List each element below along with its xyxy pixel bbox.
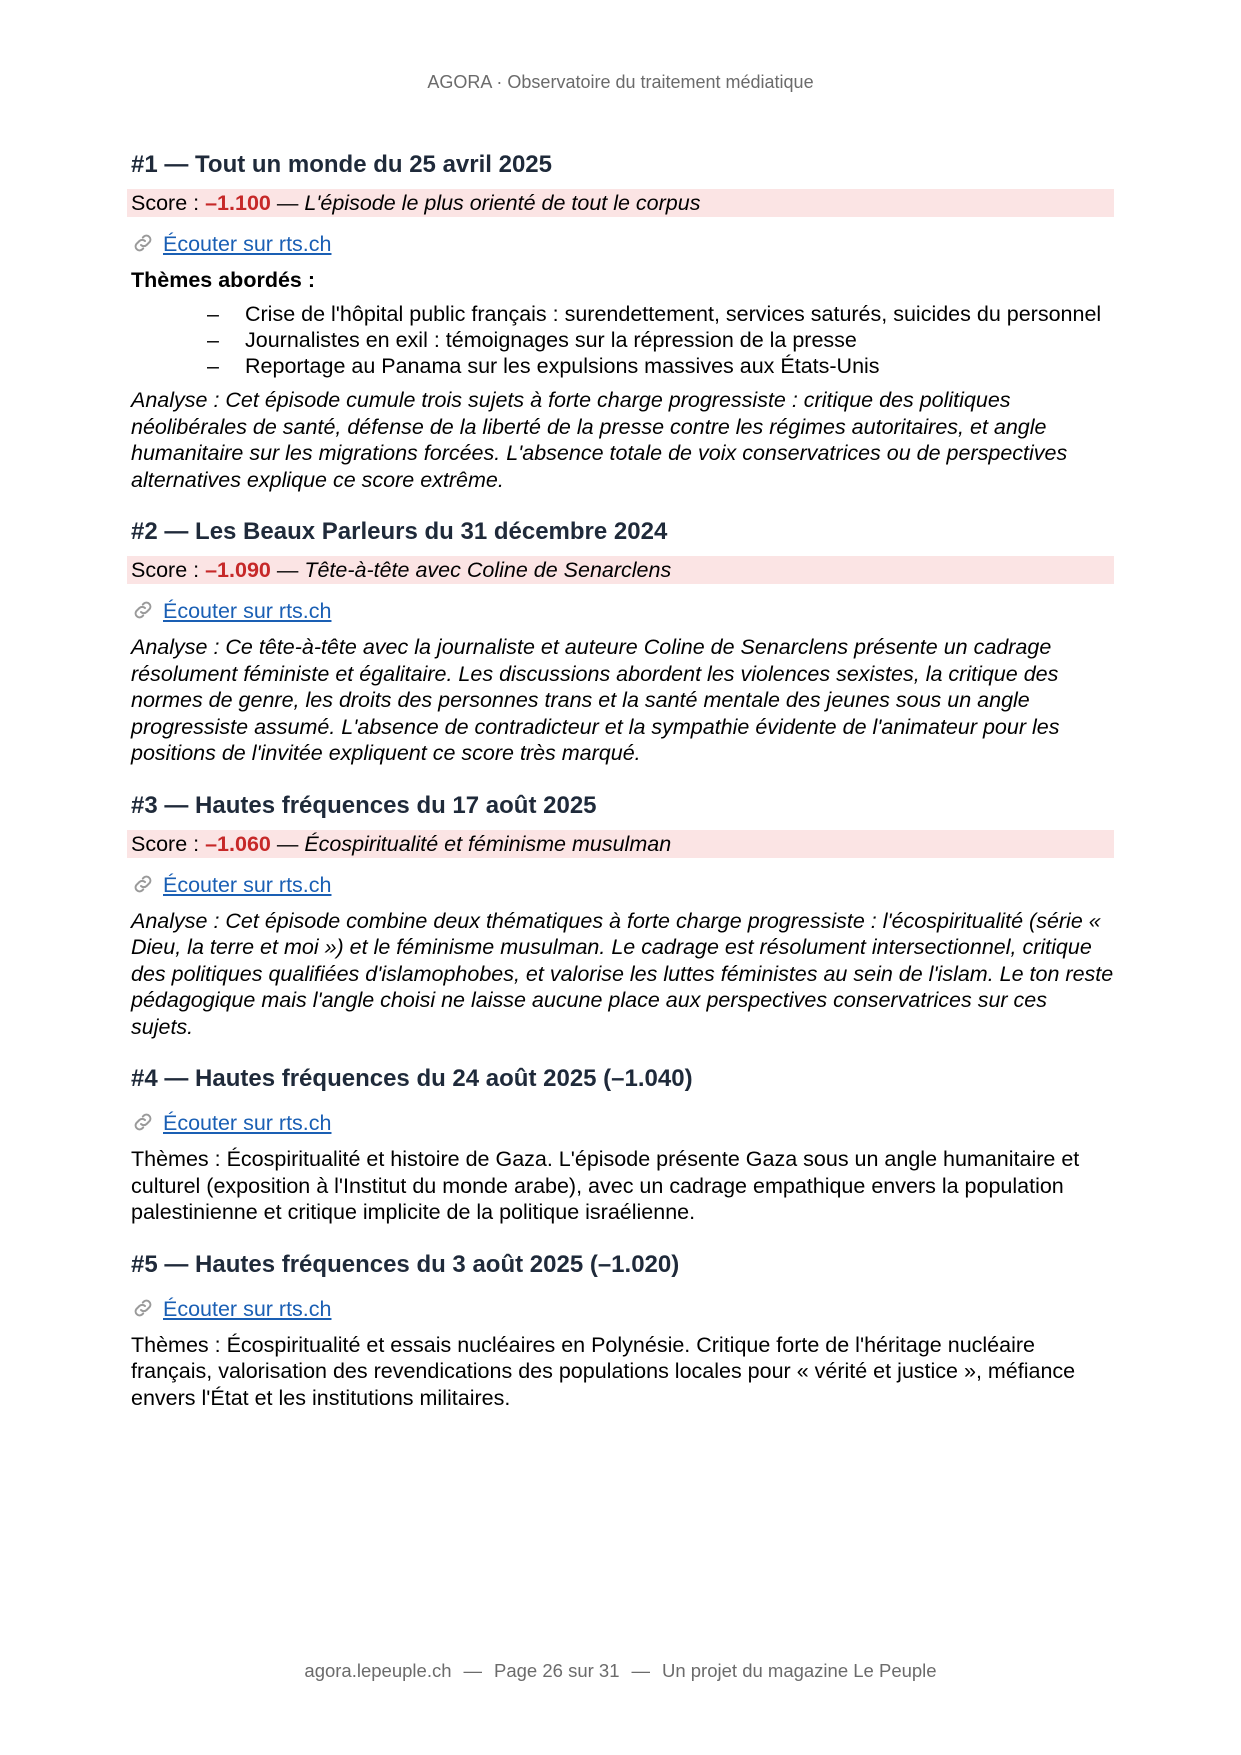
analysis-text: Analyse : Cet épisode combine deux thématiques à forte charge progressiste : l'écospiritualité (série « Dieu, la terre et moi ») et le féminisme musulman. Le cadrage est résolument intersectionnel, critique des politiques qualifiées d'islamophobes, et valorise les luttes féministes au sein de l'islam. Le ton reste pédagogique mais l'angle choisi ne laisse aucune place aux perspectives conservatrices sur ces sujets.	[131, 908, 1114, 1039]
listen-link-row	[131, 1108, 1114, 1138]
theme-item: – Crise de l'hôpital public français : surendettement, services saturés, suicides du personnel	[245, 301, 1114, 327]
entry-title: #2 — Les Beaux Parleurs du 31 décembre 2024	[131, 518, 668, 545]
themes-list	[131, 301, 1114, 379]
document-body	[131, 148, 1114, 1433]
footer-separator: —	[463, 1660, 482, 1681]
themes-label: Thèmes abordés :	[131, 268, 315, 292]
ranking-entry-1	[131, 148, 1114, 493]
entry-title: #1 — Tout un monde du 25 avril 2025	[131, 151, 552, 178]
link-icon	[131, 1296, 155, 1320]
listen-link-row	[131, 596, 1114, 626]
listen-link[interactable]: Écouter sur rts.ch	[163, 599, 332, 623]
listen-link[interactable]: Écouter sur rts.ch	[163, 1111, 332, 1135]
listen-link-row	[131, 1294, 1114, 1324]
ranking-entry-2	[131, 515, 1114, 767]
entry-title: #4 — Hautes fréquences du 24 août 2025 (–1.040)	[131, 1065, 693, 1092]
link-icon	[131, 872, 155, 896]
theme-item: – Journalistes en exil : témoignages sur la répression de la presse	[245, 327, 1114, 353]
footer-site: agora.lepeuple.ch	[304, 1660, 452, 1681]
ranking-entry-3	[131, 789, 1114, 1041]
footer-project: Un projet du magazine Le Peuple	[661, 1660, 937, 1681]
analysis-text: Analyse : Cet épisode cumule trois sujets à forte charge progressiste : critique des politiques néolibérales de santé, défense de la liberté de la presse contre les régimes autoritaires, et angle humanitaire sur les migrations forcées. L'absence totale de voix conservatrices ou de perspectives alternatives explique ce score extrême.	[131, 388, 1068, 492]
score-description: L'épisode le plus orienté de tout le corpus	[304, 191, 701, 215]
score-label: Score :	[131, 191, 206, 215]
score-value: –1.090	[205, 558, 271, 582]
listen-link-row	[131, 870, 1114, 900]
analysis-text: Analyse : Ce tête-à-tête avec la journaliste et auteure Coline de Senarclens présente un cadrage résolument féministe et égalitaire. Les discussions abordent les violences sexistes, la critique des normes de genre, les droits des personnes trans et la santé mentale des jeunes sous un angle progressiste assumé. L'absence de contradicteur et la sympathie évidente de l'animateur pour les positions de l'invitée expliquent ce score très marqué.	[131, 635, 1060, 765]
link-icon	[131, 231, 155, 255]
listen-link[interactable]: Écouter sur rts.ch	[163, 1296, 332, 1321]
listen-link-row	[131, 229, 1114, 259]
entry-title: #3 — Hautes fréquences du 17 août 2025	[131, 791, 597, 819]
score-description: Tête-à-tête avec Coline de Senarclens	[304, 558, 672, 582]
score-bar	[127, 830, 1114, 858]
score-description: Écospiritualité et féminisme musulman	[304, 831, 672, 856]
themes-text: Thèmes : Écospiritualité et histoire de Gaza. L'épisode présente Gaza sous un angle humanitaire et culturel (exposition à l'Institut du monde arabe), avec un cadrage empathique envers la population palestinienne et critique implicite de la politique israélienne.	[131, 1147, 1080, 1224]
score-bar	[127, 556, 1114, 584]
score-separator: —	[270, 831, 305, 856]
score-separator: —	[270, 191, 305, 215]
ranking-entry-5	[131, 1248, 1114, 1412]
score-separator: —	[270, 558, 305, 582]
theme-item: – Reportage au Panama sur les expulsions massives aux États-Unis	[245, 353, 1114, 379]
score-value: –1.100	[205, 191, 271, 215]
running-footer	[0, 1660, 1241, 1682]
footer-page-number: Page 26 sur 31	[494, 1660, 620, 1681]
link-icon	[131, 1110, 155, 1134]
score-value: –1.060	[205, 831, 271, 856]
link-icon	[131, 598, 155, 622]
listen-link[interactable]: Écouter sur rts.ch	[163, 872, 332, 897]
ranking-entry-4	[131, 1062, 1114, 1226]
score-label: Score :	[131, 831, 206, 856]
listen-link[interactable]: Écouter sur rts.ch	[163, 232, 332, 256]
running-header: AGORA · Observatoire du traitement médiatique	[427, 72, 814, 92]
themes-text: Thèmes : Écospiritualité et essais nucléaires en Polynésie. Critique forte de l'héritage nucléaire français, valorisation des revendications des populations locales pour « vérité et justice », méfiance envers l'État et les institutions militaires.	[131, 1332, 1076, 1410]
entry-title: #5 — Hautes fréquences du 3 août 2025 (–1.020)	[131, 1250, 680, 1278]
score-bar	[127, 189, 1114, 217]
score-label: Score :	[131, 558, 206, 582]
footer-separator: —	[631, 1660, 650, 1681]
